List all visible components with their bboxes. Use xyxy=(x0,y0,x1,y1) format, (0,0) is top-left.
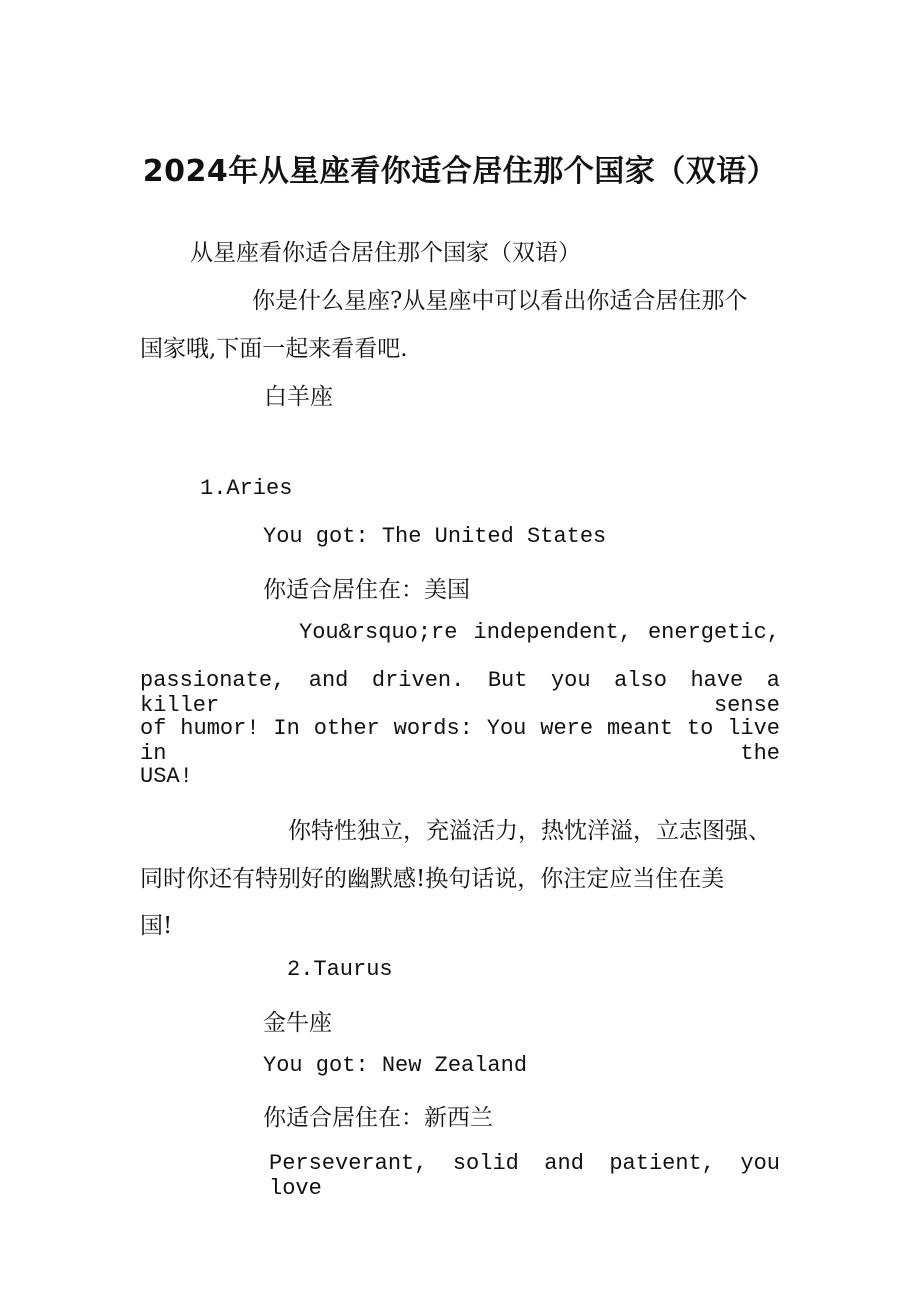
aries-desc-cn-line-1: 你特性独立，充溢活力，热忱洋溢，立志图强、 xyxy=(288,818,771,844)
aries-desc-cn-line-2: 同时你还有特别好的幽默感!换句话说，你注定应当住在美 xyxy=(140,866,725,892)
taurus-you-got: You got: New Zealand xyxy=(263,1053,528,1078)
aries-live-in-cn: 你适合居住在：美国 xyxy=(263,577,470,603)
aries-desc-en-line-4: USA! xyxy=(140,764,193,789)
aries-sign-cn: 白羊座 xyxy=(264,384,333,410)
aries-desc-en-line-1: You&rsquo;re independent, energetic, xyxy=(299,620,780,645)
taurus-live-in-cn: 你适合居住在：新西兰 xyxy=(263,1105,493,1131)
intro-line-1: 你是什么星座?从星座中可以看出你适合居住那个 xyxy=(252,288,748,314)
taurus-heading: 2.Taurus xyxy=(287,957,393,982)
aries-desc-en-line-3: of humor! In other words: You were meant to live in the xyxy=(140,716,780,766)
subtitle: 从星座看你适合居住那个国家（双语） xyxy=(190,240,581,266)
aries-desc-cn-line-3: 国! xyxy=(140,913,173,939)
taurus-desc-en-line-1: Perseverant, solid and patient, you love xyxy=(269,1151,780,1201)
aries-you-got: You got: The United States xyxy=(263,524,607,549)
taurus-sign-cn: 金牛座 xyxy=(263,1010,332,1036)
intro-line-2: 国家哦,下面一起来看看吧. xyxy=(140,336,408,362)
document-title: 2024年从星座看你适合居住那个国家（双语） xyxy=(142,154,778,189)
aries-desc-en-line-2: passionate, and driven. But you also have a killer sense xyxy=(140,668,780,718)
aries-heading: 1.Aries xyxy=(200,476,293,501)
